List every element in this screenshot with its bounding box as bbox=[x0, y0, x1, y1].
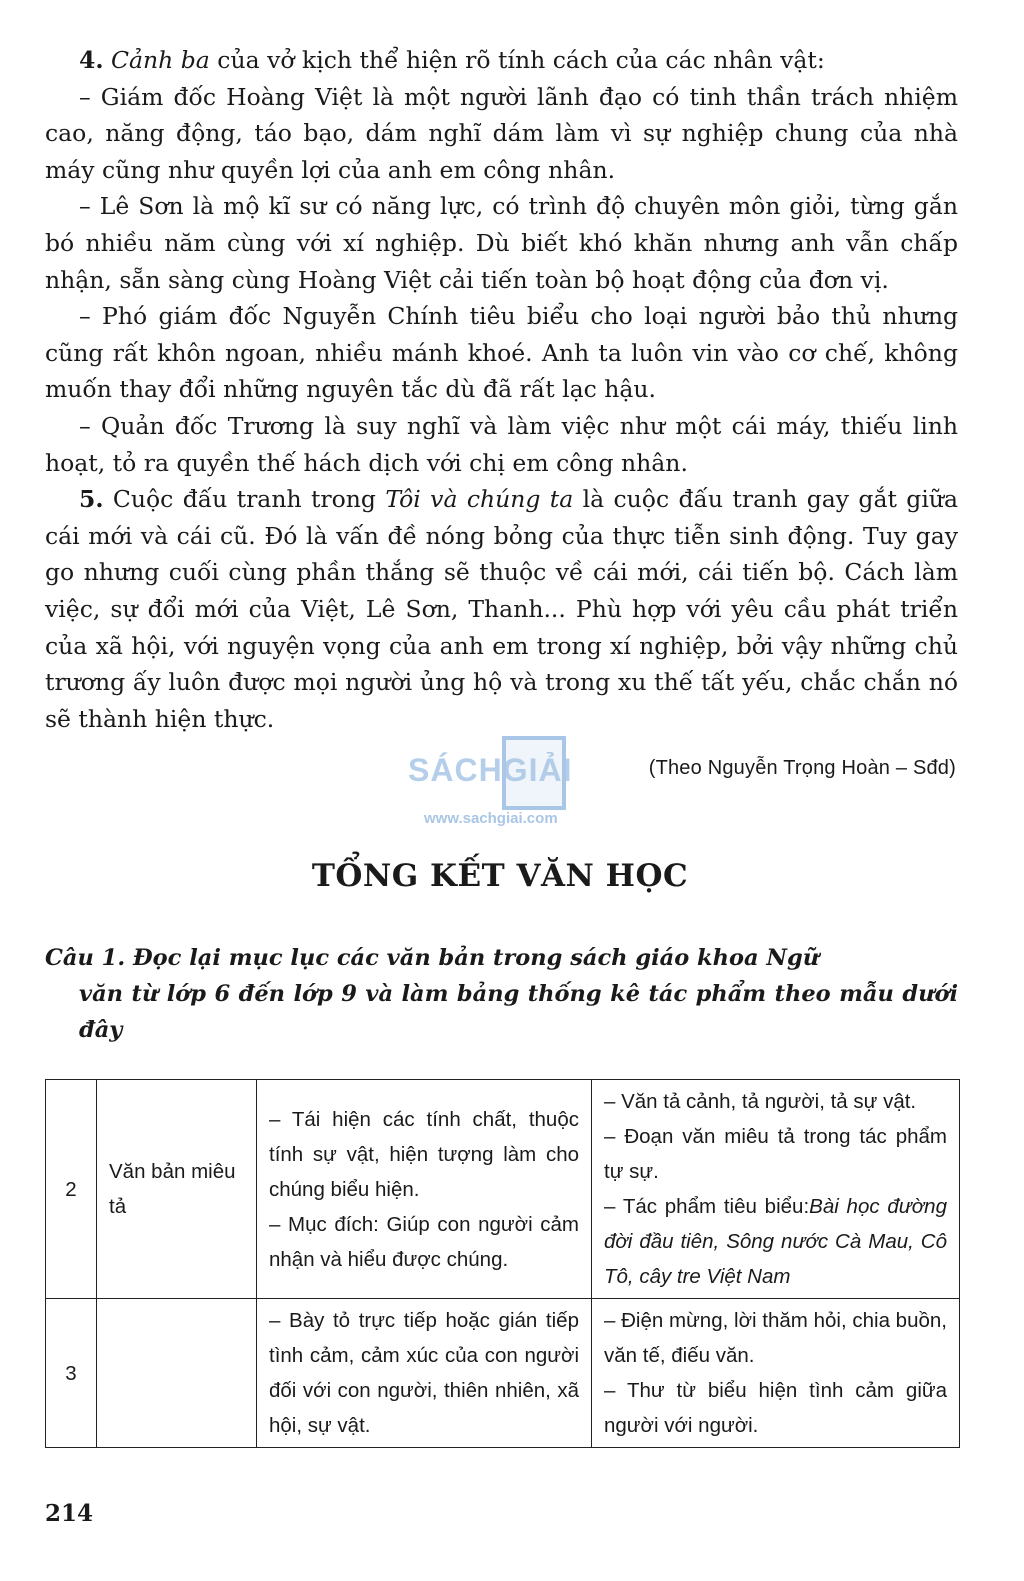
cell-line: – Văn tả cảnh, tả người, tả sự vật. bbox=[604, 1090, 917, 1113]
examples-titles: Bài học đường đời đầu tiên, Sông nước Cà Mau, Cô Tô, cây tre Việt Nam bbox=[604, 1195, 947, 1288]
examples-cell bbox=[592, 1080, 960, 1299]
question-line-1: Đọc lại mục lục các văn bản trong sách giáo khoa Ngữ bbox=[125, 945, 820, 971]
italic-term: Cảnh ba bbox=[111, 46, 210, 74]
cell-line: – Đoạn văn miêu tả trong tác phẩm tự sự. bbox=[604, 1125, 947, 1183]
paragraph-5 bbox=[45, 481, 958, 737]
cell-line bbox=[604, 1189, 947, 1294]
cell-line: – Bày tỏ trực tiếp hoặc gián tiếp tình cảm, cảm xúc của con người đối với con người, thiên nhiên, xã hội, sự vật. bbox=[269, 1309, 579, 1437]
paragraph-nguyen-chinh: – Phó giám đốc Nguyễn Chính tiêu biểu cho loại người bảo thủ nhưng cũng rất khôn ngoan, nhiều mánh khoé. Anh ta luôn vin vào cơ chế, không muốn thay đổi những nguyên tắc dù đã rất lạc hậu. bbox=[45, 302, 958, 404]
cell-line: – Tái hiện các tính chất, thuộc tính sự vật, hiện tượng làm cho chúng biểu hiện. bbox=[269, 1107, 579, 1201]
table-row bbox=[46, 1080, 960, 1299]
row-number: 3 bbox=[46, 1299, 97, 1448]
paragraph-hoang-viet: – Giám đốc Hoàng Việt là một người lãnh đạo có tinh thần trách nhiệm cao, năng động, táo bạo, dám nghĩ dám làm vì sự nghiệp chung của nhà máy cũng như quyền lợi của anh em công nhân. bbox=[45, 82, 958, 184]
item-number: 4. bbox=[79, 46, 104, 74]
section-heading: TỔNG KẾT VĂN HỌC bbox=[311, 858, 689, 894]
text-type-name: Văn bản miêu tả bbox=[97, 1080, 257, 1299]
examples-label: – Tác phẩm tiêu biểu: bbox=[604, 1195, 810, 1218]
body-text bbox=[45, 42, 958, 737]
paragraph-le-son: – Lê Sơn là mộ kĩ sư có năng lực, có trình độ chuyên môn giỏi, từng gắn bó nhiều năm cùng với xí nghiệp. Dù biết khó khăn nhưng anh vẫn chấp nhận, sẵn sàng cùng Hoàng Việt cải tiến toàn bộ hoạt động của đơn vị. bbox=[45, 192, 958, 294]
item-number: 5. bbox=[79, 485, 104, 514]
question-continuation: văn từ lớp 6 đến lớp 9 và làm bảng thống kê tác phẩm theo mẫu dưới đây bbox=[79, 981, 958, 1043]
watermark-logo: SÁCHGIẢI bbox=[408, 752, 573, 788]
cell-line: – Mục đích: Giúp con người cảm nhận và hiểu được chúng. bbox=[269, 1212, 579, 1271]
characteristics-cell bbox=[257, 1080, 592, 1299]
row-number: 2 bbox=[46, 1080, 97, 1299]
paragraph-4 bbox=[45, 42, 958, 79]
paragraph-text: của vở kịch thể hiện rõ tính cách của các nhân vật: bbox=[209, 46, 825, 74]
cell-line: – Thư từ biểu hiện tình cảm giữa người với người. bbox=[604, 1379, 947, 1437]
source-citation: (Theo Nguyễn Trọng Hoàn – Sđd) bbox=[648, 757, 956, 779]
italic-title: Tôi và chúng ta bbox=[385, 485, 574, 514]
characteristics-cell bbox=[257, 1299, 592, 1448]
watermark-url: www.sachgiai.com bbox=[424, 810, 558, 827]
examples-cell bbox=[592, 1299, 960, 1448]
table-row bbox=[46, 1299, 960, 1448]
paragraph-truong: – Quản đốc Trương là suy nghĩ và làm việc như một cái máy, thiếu linh hoạt, tỏ ra quyền thế hách dịch với chị em công nhân. bbox=[45, 411, 958, 477]
paragraph-text: Cuộc đấu tranh trong bbox=[103, 485, 386, 514]
question-label: Câu 1. bbox=[45, 945, 126, 971]
cell-line: – Điện mừng, lời thăm hỏi, chia buồn, văn tế, điếu văn. bbox=[604, 1309, 947, 1367]
statistics-table bbox=[45, 1079, 960, 1448]
paragraph-text: là cuộc đấu tranh gay gắt giữa cái mới và cái cũ. Đó là vấn đề nóng bỏng của thực tiễn sinh động. Tuy gay go nhưng cuối cùng phần thắng sẽ thuộc về cái mới, cái tiến bộ. Cách làm việc, sự đổi mới của Việt, Lê Sơn, Thanh... Phù hợp với yêu cầu phát triển của xã hội, với nguyện vọng của anh em trong xí nghiệp, bởi vậy những chủ trương ấy luôn được mọi người ủng hộ và trong xu thế tất yếu, chắc chắn nó sẽ thành hiện thực. bbox=[45, 485, 958, 733]
text-type-name bbox=[97, 1299, 257, 1448]
page-number: 214 bbox=[45, 1500, 94, 1527]
question-1 bbox=[45, 940, 958, 1048]
